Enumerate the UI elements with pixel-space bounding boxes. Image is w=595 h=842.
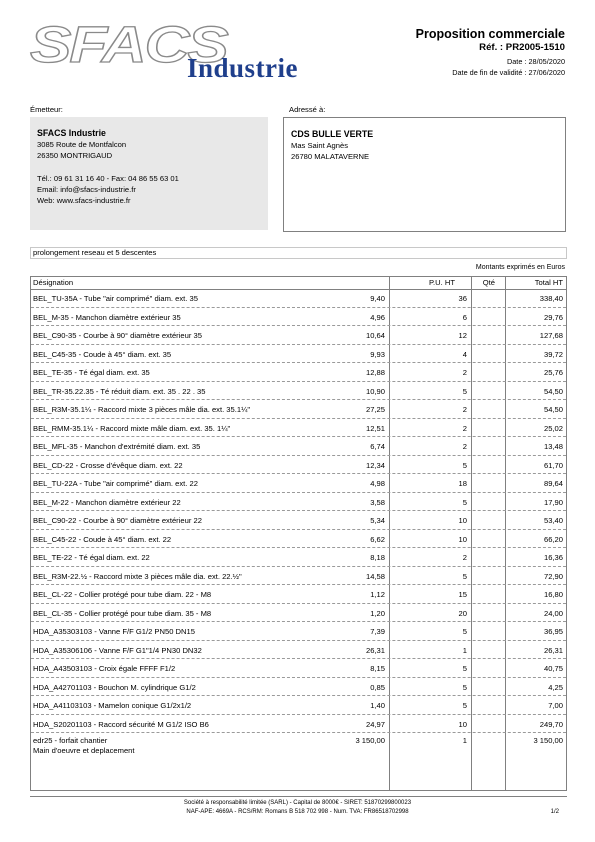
sender-label: Émetteur: [30, 105, 63, 114]
row-total: 4,25 [548, 682, 563, 692]
recipient-name: CDS BULLE VERTE [291, 129, 374, 139]
row-designation: HDA_S20201103 - Raccord sécurité M G1/2 ISO B6 [33, 719, 209, 729]
row-quantity: 2 [462, 553, 467, 562]
table-row [31, 715, 566, 734]
row-total: 36,95 [543, 627, 563, 636]
table-row [31, 345, 566, 364]
document-title: Proposition commerciale [415, 27, 565, 41]
row-unit-price: 7,39 [370, 627, 385, 636]
table-row [31, 641, 566, 660]
header-designation: Désignation [33, 278, 74, 287]
logo-sfacs: SFACS [30, 16, 227, 74]
logo-industrie: Industrie [187, 53, 299, 83]
row-quantity: 1 [462, 645, 467, 655]
row-unit-price: 6,62 [370, 534, 385, 544]
sender-box [30, 117, 268, 230]
row-unit-price: 8,15 [370, 664, 385, 673]
validity-date: Date de fin de validité : 27/06/2020 [452, 68, 565, 77]
currency-note: Montants exprimés en Euros [475, 264, 565, 271]
table-row [31, 474, 566, 493]
table-row [31, 493, 566, 512]
row-quantity: 20 [458, 608, 467, 618]
row-designation: BEL_C90-22 - Courbe à 90° diamètre extérieur 22 [33, 516, 202, 525]
sender-phone: Tél.: 09 61 31 16 40 - Fax: 04 86 55 63 01 [37, 174, 179, 183]
sender-city: 26350 MONTRIGAUD [37, 151, 113, 160]
table-row [31, 659, 566, 678]
row-unit-price: 1,40 [370, 701, 385, 710]
row-unit-price: 10,90 [365, 386, 385, 396]
row-quantity: 5 [462, 497, 467, 507]
row-designation-detail: Main d'oeuvre et deplacement [33, 746, 135, 755]
row-total: 53,40 [543, 516, 563, 525]
row-total: 25,02 [543, 423, 563, 433]
row-designation: BEL_C45-22 - Coude à 45° diam. ext. 22 [33, 534, 172, 544]
row-total: 16,36 [543, 553, 563, 562]
row-unit-price: 27,25 [365, 405, 385, 414]
row-unit-price: 5,34 [370, 516, 385, 525]
row-total: 54,50 [543, 386, 563, 396]
row-designation: BEL_R3M-22.½ - Raccord mixte 3 pièces mâle dia. ext. 22.½" [33, 571, 242, 581]
items-table [30, 276, 567, 791]
row-quantity: 1 [462, 736, 467, 745]
row-quantity: 5 [462, 682, 467, 692]
table-row [31, 326, 566, 345]
table-row [31, 733, 566, 803]
row-designation: HDA_A43503103 - Croix égale FFFF F1/2 [33, 664, 176, 673]
table-row [31, 363, 566, 382]
row-unit-price: 8,18 [370, 553, 385, 562]
table-row [31, 696, 566, 715]
row-quantity: 5 [462, 664, 467, 673]
row-designation: edr25 - forfait chantier [33, 736, 108, 745]
row-designation: BEL_TE-35 - Té égal diam. ext. 35 [33, 368, 150, 377]
row-designation: BEL_MFL-35 - Manchon d'extrémité diam. ext. 35 [33, 442, 201, 451]
row-unit-price: 1,12 [370, 590, 385, 599]
row-quantity: 10 [458, 516, 467, 525]
row-quantity: 5 [462, 571, 467, 581]
table-row [31, 585, 566, 604]
row-designation: BEL_CL-22 - Collier protégé pour tube diam. 22 - M8 [33, 590, 212, 599]
row-unit-price: 14,58 [365, 571, 385, 581]
row-quantity: 2 [462, 423, 467, 433]
recipient-street: Mas Saint Agnès [291, 141, 348, 150]
row-total: 24,00 [543, 608, 563, 618]
row-designation: BEL_RMM-35.1¼ - Raccord mixte mâle diam. ext. 35. 1¼" [33, 423, 231, 433]
row-unit-price: 24,97 [365, 719, 385, 729]
table-row [31, 419, 566, 438]
sender-name: SFACS Industrie [37, 128, 106, 138]
row-quantity: 2 [462, 368, 467, 377]
row-unit-price: 0,85 [370, 682, 385, 692]
row-designation: HDA_A35306106 - Vanne F/F G1"1/4 PN30 DN32 [33, 645, 202, 655]
table-row [31, 382, 566, 401]
row-unit-price: 6,74 [370, 442, 385, 451]
row-quantity: 15 [458, 590, 467, 599]
row-designation: BEL_TU-35A - Tube "air comprimé" diam. ext. 35 [33, 294, 198, 303]
row-quantity: 5 [462, 627, 467, 636]
row-total: 13,48 [543, 442, 563, 451]
row-total: 249,70 [539, 719, 563, 729]
row-quantity: 5 [462, 460, 467, 470]
row-total: 7,00 [548, 701, 563, 710]
row-quantity: 5 [462, 386, 467, 396]
row-total: 61,70 [543, 460, 563, 470]
row-designation: BEL_R3M-35.1¼ - Raccord mixte 3 pièces mâle dia. ext. 35.1¼" [33, 405, 251, 414]
row-total: 39,72 [543, 349, 563, 359]
recipient-city: 26780 MALATAVERNE [291, 152, 370, 161]
recipient-label: Adressé à: [289, 105, 326, 114]
table-row [31, 511, 566, 530]
row-unit-price: 3,58 [370, 497, 385, 507]
row-designation: BEL_CL-35 - Collier protégé pour tube diam. 35 - M8 [33, 608, 212, 618]
sender-web: Web: www.sfacs-industrie.fr [37, 196, 131, 205]
row-designation: BEL_TR-35.22.35 - Té réduit diam. ext. 35 . 22 . 35 [33, 386, 206, 396]
row-unit-price: 4,96 [370, 312, 385, 322]
table-row [31, 456, 566, 475]
table-row [31, 308, 566, 327]
table-row [31, 567, 566, 586]
row-unit-price: 12,34 [365, 460, 385, 470]
table-row [31, 289, 566, 308]
row-unit-price: 3 150,00 [355, 736, 385, 745]
row-total: 26,31 [543, 645, 563, 655]
sender-email: Email: info@sfacs-industrie.fr [37, 185, 136, 194]
row-total: 72,90 [543, 571, 563, 581]
footer-rule [30, 796, 567, 797]
table-row [31, 622, 566, 641]
row-total: 16,80 [543, 590, 563, 599]
row-quantity: 2 [462, 405, 467, 414]
row-designation: HDA_A41103103 - Mamelon conique G1/2x1/2 [33, 701, 192, 710]
table-row [31, 437, 566, 456]
row-total: 40,75 [543, 664, 563, 673]
footer-company-info: Société à responsabilité limitée (SARL) - Capital de 8000€ - SIRET: 51870299800023 [183, 800, 412, 806]
row-unit-price: 12,51 [365, 423, 385, 433]
row-total: 66,20 [543, 534, 563, 544]
table-row [31, 604, 566, 623]
row-designation: BEL_C45-35 - Coude à 45° diam. ext. 35 [33, 349, 172, 359]
recipient-box [283, 117, 566, 232]
table-row [31, 678, 566, 697]
row-quantity: 10 [458, 534, 467, 544]
row-quantity: 36 [458, 294, 467, 303]
row-unit-price: 9,93 [370, 349, 385, 359]
row-quantity: 10 [458, 719, 467, 729]
document-ref: Réf. : PR2005-1510 [479, 42, 565, 53]
row-unit-price: 4,98 [370, 479, 385, 488]
row-quantity: 4 [462, 349, 467, 359]
header-pu: P.U. HT [428, 278, 455, 287]
footer-legal-info: NAF-APE: 4669A - RCS/RM: Romans B 518 702 998 - Num. TVA: FR86518702998 [186, 809, 409, 815]
row-unit-price: 9,40 [370, 294, 385, 303]
row-unit-price: 26,31 [365, 645, 385, 655]
row-total: 29,76 [543, 312, 563, 322]
row-quantity: 6 [462, 312, 467, 322]
row-designation: HDA_A42701103 - Bouchon M. cylindrique G1/2 [33, 682, 196, 692]
page-number: 1/2 [550, 809, 559, 815]
row-total: 25,76 [543, 368, 563, 377]
row-total: 3 150,00 [533, 736, 563, 745]
row-total: 17,90 [543, 497, 563, 507]
row-designation: BEL_TU-22A - Tube "air comprimé" diam. ext. 22 [33, 479, 198, 488]
row-unit-price: 12,88 [365, 368, 385, 377]
row-designation: HDA_A35303103 - Vanne F/F G1/2 PN50 DN15 [33, 627, 195, 636]
table-row [31, 400, 566, 419]
row-designation: BEL_C90-35 - Courbe à 90° diamètre extérieur 35 [33, 331, 202, 340]
document-date: Date : 28/05/2020 [506, 57, 565, 66]
header-qte: Qté [482, 278, 495, 287]
row-designation: BEL_CD-22 - Crosse d'évêque diam. ext. 22 [33, 460, 183, 470]
row-total: 54,50 [543, 405, 563, 414]
row-quantity: 5 [462, 701, 467, 710]
row-unit-price: 10,64 [365, 331, 385, 340]
row-quantity: 2 [462, 442, 467, 451]
row-total: 127,68 [539, 331, 563, 340]
row-quantity: 12 [458, 331, 467, 340]
table-row [31, 548, 566, 567]
project-note: prolongement reseau et 5 descentes [30, 247, 567, 259]
row-unit-price: 1,20 [370, 608, 385, 618]
header-total: Total HT [534, 278, 563, 287]
row-designation: BEL_M-35 - Manchon diamètre extérieur 35 [33, 312, 181, 322]
row-designation: BEL_TE-22 - Té égal diam. ext. 22 [33, 553, 150, 562]
row-total: 338,40 [539, 294, 563, 303]
table-row [31, 530, 566, 549]
row-quantity: 18 [458, 479, 467, 488]
sender-street: 3085 Route de Montfalcon [37, 140, 127, 149]
row-designation: BEL_M-22 - Manchon diamètre extérieur 22 [33, 497, 181, 507]
row-total: 89,64 [543, 479, 563, 488]
